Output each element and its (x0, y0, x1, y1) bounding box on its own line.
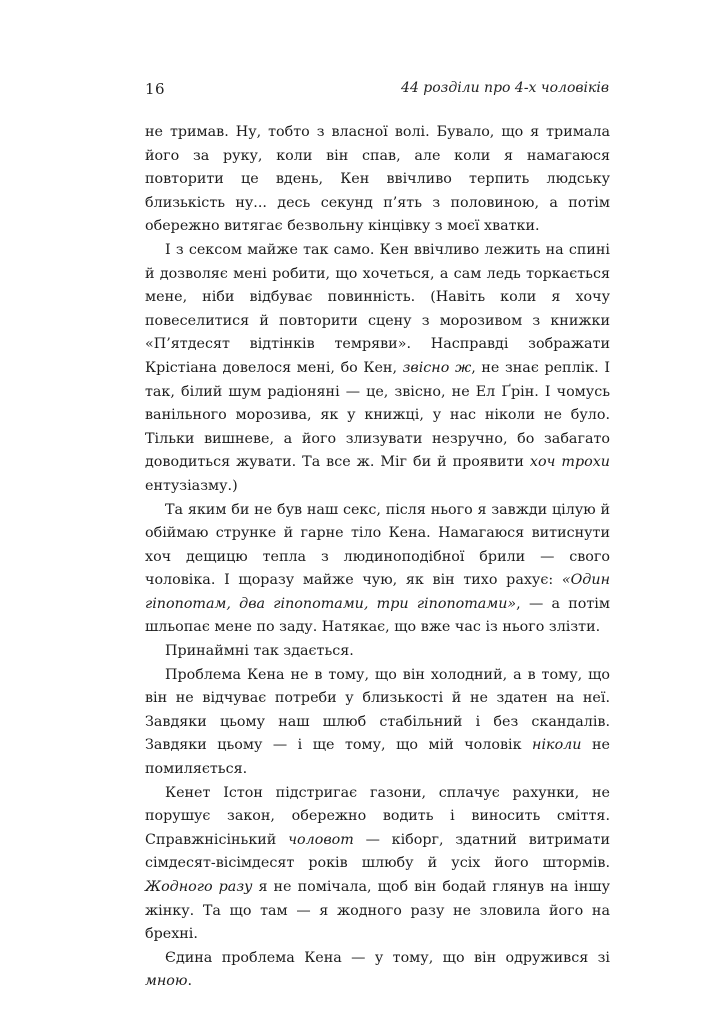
body-text (145, 121, 610, 994)
paragraph (145, 664, 610, 782)
page-number: 16 (145, 80, 166, 98)
text-run: Кенет Істон підстригає газони, сплачує рахунки, не порушує закон, обережно водить і виносить сміття. Справжнісінький (145, 784, 610, 848)
text-run: Та яким би не був наш секс, після нього я завжди цілую й обіймаю струнке й гарне тіло Кена. Намагаюся витиснути хоч дещицю тепла з людиноподібної брили — свого чоловіка. І щоразу майже чую, як він тихо рахує: (145, 501, 610, 589)
text-run: І з сексом майже так само. Кен ввічливо лежить на спині й дозволяє мені робити, що хочеться, а сам ледь торкається мене, ніби відбуває повинність. (Навіть коли я хочу повеселитися й повторити сцену з морозивом з книжки «П’ятдесят відтінків темряви». Насправді зображати Крістіана довелося мені, бо Кен, (145, 241, 610, 376)
italic-text: чоловот (288, 831, 354, 848)
text-run: я не помічала, щоб він бодай глянув на іншу жінку. Та що там — я жодного разу не зловила його на брехні. (145, 879, 610, 943)
paragraph (145, 499, 610, 641)
italic-text: звісно ж (402, 359, 472, 376)
text-run: не тримав. Ну, тобто з власної волі. Бувало, що я тримала його за руку, коли він спав, але коли я намагаюся повторити це вдень, Кен ввічливо терпить людську близькість ну... десь секунд п’ять з половиною, а потім обережно витягає безвольну кінцівку з моєї хватки. (145, 124, 610, 235)
italic-text: Жодного разу (145, 879, 253, 895)
text-run: , — а потім шльопає мене по заду. Натякає, що вже час із нього злізти. (145, 595, 610, 636)
italic-text: хоч трохи (529, 454, 610, 471)
running-head: 44 розділи про 4-х чоловіків (401, 80, 609, 96)
text-run: , не знає реплік. І так, білий шум радіоняні — це, звісно, не Ел Ґрін. І чомусь ванільного морозива, як у книжці, у нас ніколи не було. Тільки вишневе, а його злизувати незручно, бо забагато доводиться жувати. Та все ж. Міг би й проявити (145, 359, 610, 471)
italic-text: «Один гіпопотам, два гіпопотами, три гіпопотами» (145, 572, 610, 612)
paragraph (145, 239, 610, 499)
text-run: ентузіазму.) (145, 477, 238, 494)
paragraph (145, 782, 610, 947)
paragraph (145, 640, 610, 664)
paragraph (145, 947, 610, 994)
italic-text: мною (145, 973, 188, 990)
text-run: . (187, 973, 193, 990)
text-run: Принаймні так здається. (165, 643, 354, 660)
text-run: Єдина проблема Кена — у тому, що він одружився зі (165, 949, 610, 966)
text-run: — кіборг, здатний витримати сімдесят-вісімдесят років шлюбу й усіх його штормів. (145, 831, 610, 872)
paragraph (145, 121, 610, 239)
text-run: не помиляється. (145, 737, 610, 778)
italic-text: ніколи (532, 737, 582, 754)
text-run: Проблема Кена не в тому, що він холодний, а в тому, що він не відчуває потреби у близькості й не здатен на неї. Завдяки цьому наш шлюб стабільний і без скандалів. Завдяки цьому — і ще тому, що мій чоловік (145, 666, 610, 754)
